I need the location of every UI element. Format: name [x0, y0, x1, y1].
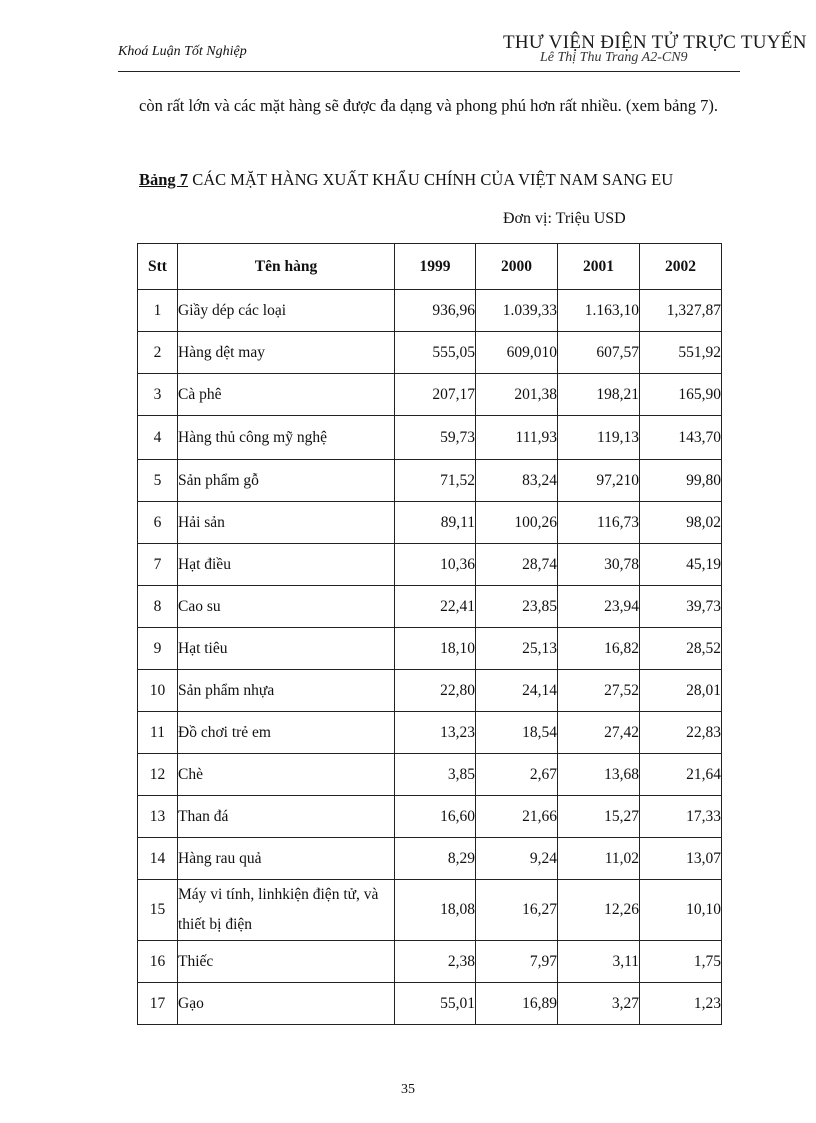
cell-2001: 97,210	[558, 460, 640, 502]
cell-1999: 89,11	[395, 502, 476, 544]
cell-2000: 111,93	[476, 416, 558, 460]
cell-1999: 55,01	[395, 983, 476, 1025]
cell-stt: 11	[138, 712, 178, 754]
cell-2000: 21,66	[476, 796, 558, 838]
cell-1999: 10,36	[395, 544, 476, 586]
table-row	[138, 670, 722, 712]
cell-item-name: Hạt điều	[178, 544, 395, 586]
table-row	[138, 838, 722, 880]
cell-1999: 3,85	[395, 754, 476, 796]
table-caption-text: CÁC MẶT HÀNG XUẤT KHẨU CHÍNH CỦA VIỆT NAM SANG EU	[192, 170, 674, 189]
cell-item-name: Giầy dép các loại	[178, 290, 395, 332]
cell-2000: 201,38	[476, 374, 558, 416]
cell-stt: 10	[138, 670, 178, 712]
cell-1999: 22,41	[395, 586, 476, 628]
cell-2001: 119,13	[558, 416, 640, 460]
cell-2002: 143,70	[640, 416, 722, 460]
cell-2002: 1,23	[640, 983, 722, 1025]
cell-item-name: Cà phê	[178, 374, 395, 416]
cell-2001: 27,52	[558, 670, 640, 712]
cell-item-name: Máy vi tính, linhkiện điện tử, và thiết bị điện	[178, 880, 395, 941]
cell-2002: 17,33	[640, 796, 722, 838]
table-row	[138, 290, 722, 332]
cell-stt: 14	[138, 838, 178, 880]
cell-2001: 3,11	[558, 941, 640, 983]
cell-2000: 9,24	[476, 838, 558, 880]
cell-stt: 7	[138, 544, 178, 586]
cell-2001: 3,27	[558, 983, 640, 1025]
cell-2001: 607,57	[558, 332, 640, 374]
cell-1999: 71,52	[395, 460, 476, 502]
cell-item-name: Gạo	[178, 983, 395, 1025]
table-body	[138, 290, 722, 1025]
table-caption	[139, 170, 673, 190]
header-left: Khoá Luận Tốt Nghiệp	[118, 44, 247, 59]
header-rule	[118, 71, 740, 72]
cell-item-name: Thiếc	[178, 941, 395, 983]
cell-stt: 5	[138, 460, 178, 502]
cell-2000: 100,26	[476, 502, 558, 544]
table-row	[138, 332, 722, 374]
cell-2000: 16,27	[476, 880, 558, 941]
cell-2000: 1.039,33	[476, 290, 558, 332]
cell-stt: 2	[138, 332, 178, 374]
cell-1999: 8,29	[395, 838, 476, 880]
header-item-name: Tên hàng	[178, 244, 395, 290]
cell-2002: 28,01	[640, 670, 722, 712]
cell-stt: 16	[138, 941, 178, 983]
header-1999: 1999	[395, 244, 476, 290]
cell-2000: 24,14	[476, 670, 558, 712]
cell-item-name: Hạt tiêu	[178, 628, 395, 670]
table-row	[138, 502, 722, 544]
cell-2000: 2,67	[476, 754, 558, 796]
cell-2002: 45,19	[640, 544, 722, 586]
cell-item-name: Cao su	[178, 586, 395, 628]
cell-stt: 9	[138, 628, 178, 670]
cell-item-name: Đồ chơi trẻ em	[178, 712, 395, 754]
table-row	[138, 586, 722, 628]
watermark-text: THƯ VIỆN ĐIỆN TỬ TRỰC TUYẾN	[503, 32, 807, 53]
cell-stt: 4	[138, 416, 178, 460]
cell-1999: 59,73	[395, 416, 476, 460]
cell-1999: 936,96	[395, 290, 476, 332]
cell-item-name: Than đá	[178, 796, 395, 838]
cell-2000: 609,010	[476, 332, 558, 374]
cell-1999: 16,60	[395, 796, 476, 838]
cell-1999: 2,38	[395, 941, 476, 983]
cell-2001: 30,78	[558, 544, 640, 586]
cell-2001: 11,02	[558, 838, 640, 880]
table-row	[138, 460, 722, 502]
cell-item-name: Chè	[178, 754, 395, 796]
header-stt: Stt	[138, 244, 178, 290]
cell-stt: 3	[138, 374, 178, 416]
cell-2002: 13,07	[640, 838, 722, 880]
cell-1999: 22,80	[395, 670, 476, 712]
cell-2002: 1,75	[640, 941, 722, 983]
cell-stt: 15	[138, 880, 178, 941]
unit-label: Đơn vị: Triệu USD	[503, 210, 626, 227]
cell-2001: 12,26	[558, 880, 640, 941]
cell-stt: 12	[138, 754, 178, 796]
cell-2001: 23,94	[558, 586, 640, 628]
table-row	[138, 374, 722, 416]
cell-item-name: Sản phẩm gỗ	[178, 460, 395, 502]
cell-2002: 1,327,87	[640, 290, 722, 332]
cell-1999: 555,05	[395, 332, 476, 374]
table-row	[138, 544, 722, 586]
cell-2002: 21,64	[640, 754, 722, 796]
cell-2001: 15,27	[558, 796, 640, 838]
cell-2001: 27,42	[558, 712, 640, 754]
cell-2000: 25,13	[476, 628, 558, 670]
table-caption-label: Bảng 7	[139, 170, 189, 189]
cell-2002: 28,52	[640, 628, 722, 670]
table-row	[138, 712, 722, 754]
cell-item-name: Sản phẩm nhựa	[178, 670, 395, 712]
cell-2000: 83,24	[476, 460, 558, 502]
table-row	[138, 983, 722, 1025]
cell-1999: 207,17	[395, 374, 476, 416]
cell-2001: 116,73	[558, 502, 640, 544]
cell-item-name: Hàng thủ công mỹ nghệ	[178, 416, 395, 460]
table-row	[138, 880, 722, 941]
cell-2002: 99,80	[640, 460, 722, 502]
cell-2001: 198,21	[558, 374, 640, 416]
cell-2002: 10,10	[640, 880, 722, 941]
table-row	[138, 628, 722, 670]
table-row	[138, 796, 722, 838]
cell-2000: 28,74	[476, 544, 558, 586]
cell-item-name: Hàng dệt may	[178, 332, 395, 374]
cell-item-name: Hải sản	[178, 502, 395, 544]
cell-2002: 98,02	[640, 502, 722, 544]
cell-1999: 13,23	[395, 712, 476, 754]
cell-stt: 8	[138, 586, 178, 628]
cell-item-name: Hàng rau quả	[178, 838, 395, 880]
export-table	[137, 243, 722, 1025]
cell-2002: 39,73	[640, 586, 722, 628]
cell-2000: 16,89	[476, 983, 558, 1025]
table-row	[138, 941, 722, 983]
cell-2000: 18,54	[476, 712, 558, 754]
cell-2000: 23,85	[476, 586, 558, 628]
table-header-row	[138, 244, 722, 290]
cell-stt: 17	[138, 983, 178, 1025]
table-row	[138, 754, 722, 796]
cell-2001: 16,82	[558, 628, 640, 670]
cell-2002: 165,90	[640, 374, 722, 416]
cell-2000: 7,97	[476, 941, 558, 983]
header-right: Lê Thị Thu Trang A2-CN9	[540, 50, 688, 65]
cell-1999: 18,10	[395, 628, 476, 670]
header-2002: 2002	[640, 244, 722, 290]
header-2001: 2001	[558, 244, 640, 290]
header-2000: 2000	[476, 244, 558, 290]
intro-paragraph: còn rất lớn và các mặt hàng sẽ được đa dạng và phong phú hơn rất nhiều. (xem bảng 7).	[139, 96, 718, 115]
cell-2002: 22,83	[640, 712, 722, 754]
cell-2001: 1.163,10	[558, 290, 640, 332]
page-number: 35	[401, 1082, 415, 1097]
cell-2001: 13,68	[558, 754, 640, 796]
cell-stt: 1	[138, 290, 178, 332]
cell-2002: 551,92	[640, 332, 722, 374]
cell-stt: 13	[138, 796, 178, 838]
cell-stt: 6	[138, 502, 178, 544]
cell-1999: 18,08	[395, 880, 476, 941]
table-row	[138, 416, 722, 460]
